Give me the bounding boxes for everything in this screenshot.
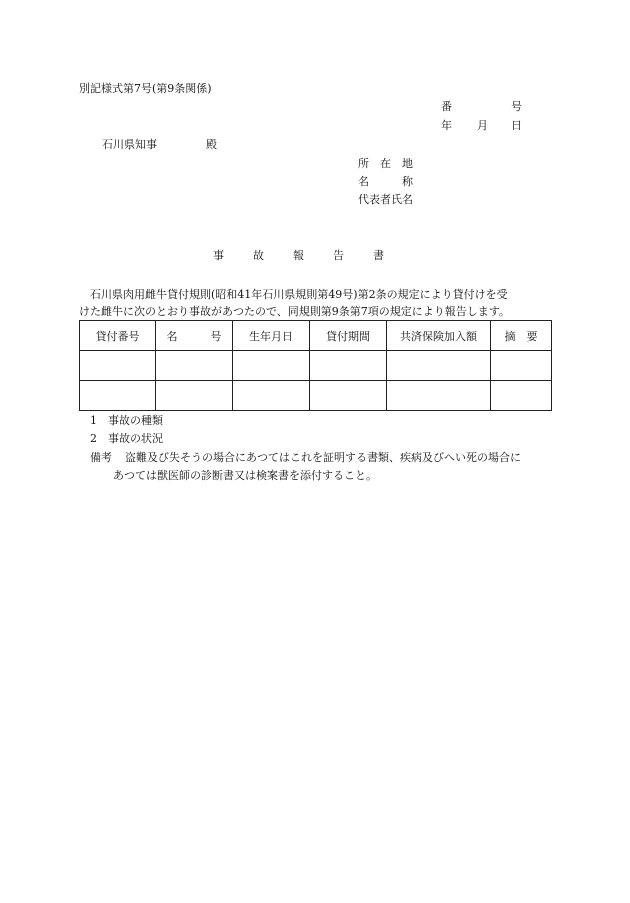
sender-representative-label: 代表者氏名	[358, 193, 413, 206]
note-line-1: 盗難及び失そうの場合にあつてはこれを証明する書類、疾病及びへい死の場合に	[125, 451, 521, 464]
number-label: 番	[441, 100, 452, 113]
number-suffix: 号	[511, 100, 522, 113]
sender-name-label: 名 称	[358, 175, 413, 188]
item-1-number: 1	[90, 414, 97, 427]
addressee-honorific: 殿	[206, 138, 217, 151]
date-month: 月	[477, 119, 488, 132]
header-loan-number: 貸付番号	[80, 321, 156, 351]
sender-address-label: 所 在 地	[358, 157, 413, 170]
date-day: 日	[511, 119, 522, 132]
addressee-name: 石川県知事	[102, 138, 157, 151]
table-cell	[156, 381, 233, 411]
note-line-2: あつては獣医師の診断書又は検案書を添付すること。	[113, 469, 377, 482]
report-table	[79, 320, 552, 411]
item-2-text: 事故の状況	[108, 432, 163, 445]
table-cell	[233, 351, 310, 381]
table-cell	[310, 351, 387, 381]
header-insurance-amount: 共済保険加入額	[387, 321, 491, 351]
item-2-number: 2	[90, 432, 97, 445]
document-title: 事 故 報 告 書	[213, 249, 393, 262]
table-cell	[310, 381, 387, 411]
table-cell	[491, 351, 552, 381]
header-remarks: 摘 要	[491, 321, 552, 351]
body-line-1: 石川県肉用雌牛貸付規則(昭和41年石川県規則第49号)第2条の規定により貸付けを受	[90, 288, 508, 301]
date-year: 年	[441, 119, 452, 132]
body-paragraph	[79, 286, 554, 320]
table-cell	[156, 351, 233, 381]
table-header-row	[80, 321, 552, 351]
header-cattle-name: 名 号	[156, 321, 233, 351]
header-birth-date: 生年月日	[233, 321, 310, 351]
note-label: 備考	[90, 451, 112, 464]
table-cell	[387, 381, 491, 411]
form-label: 別記様式第7号(第9条関係)	[79, 82, 212, 95]
table-cell	[233, 381, 310, 411]
table-cell	[387, 351, 491, 381]
item-1-text: 事故の種類	[108, 414, 163, 427]
table-row	[80, 381, 552, 411]
table-cell	[80, 351, 156, 381]
body-line-2: けた雌牛に次のとおり事故があつたので、同規則第9条第7項の規定により報告します。	[79, 305, 510, 318]
table-cell	[491, 381, 552, 411]
header-loan-period: 貸付期間	[310, 321, 387, 351]
table-cell	[80, 381, 156, 411]
table-row	[80, 351, 552, 381]
